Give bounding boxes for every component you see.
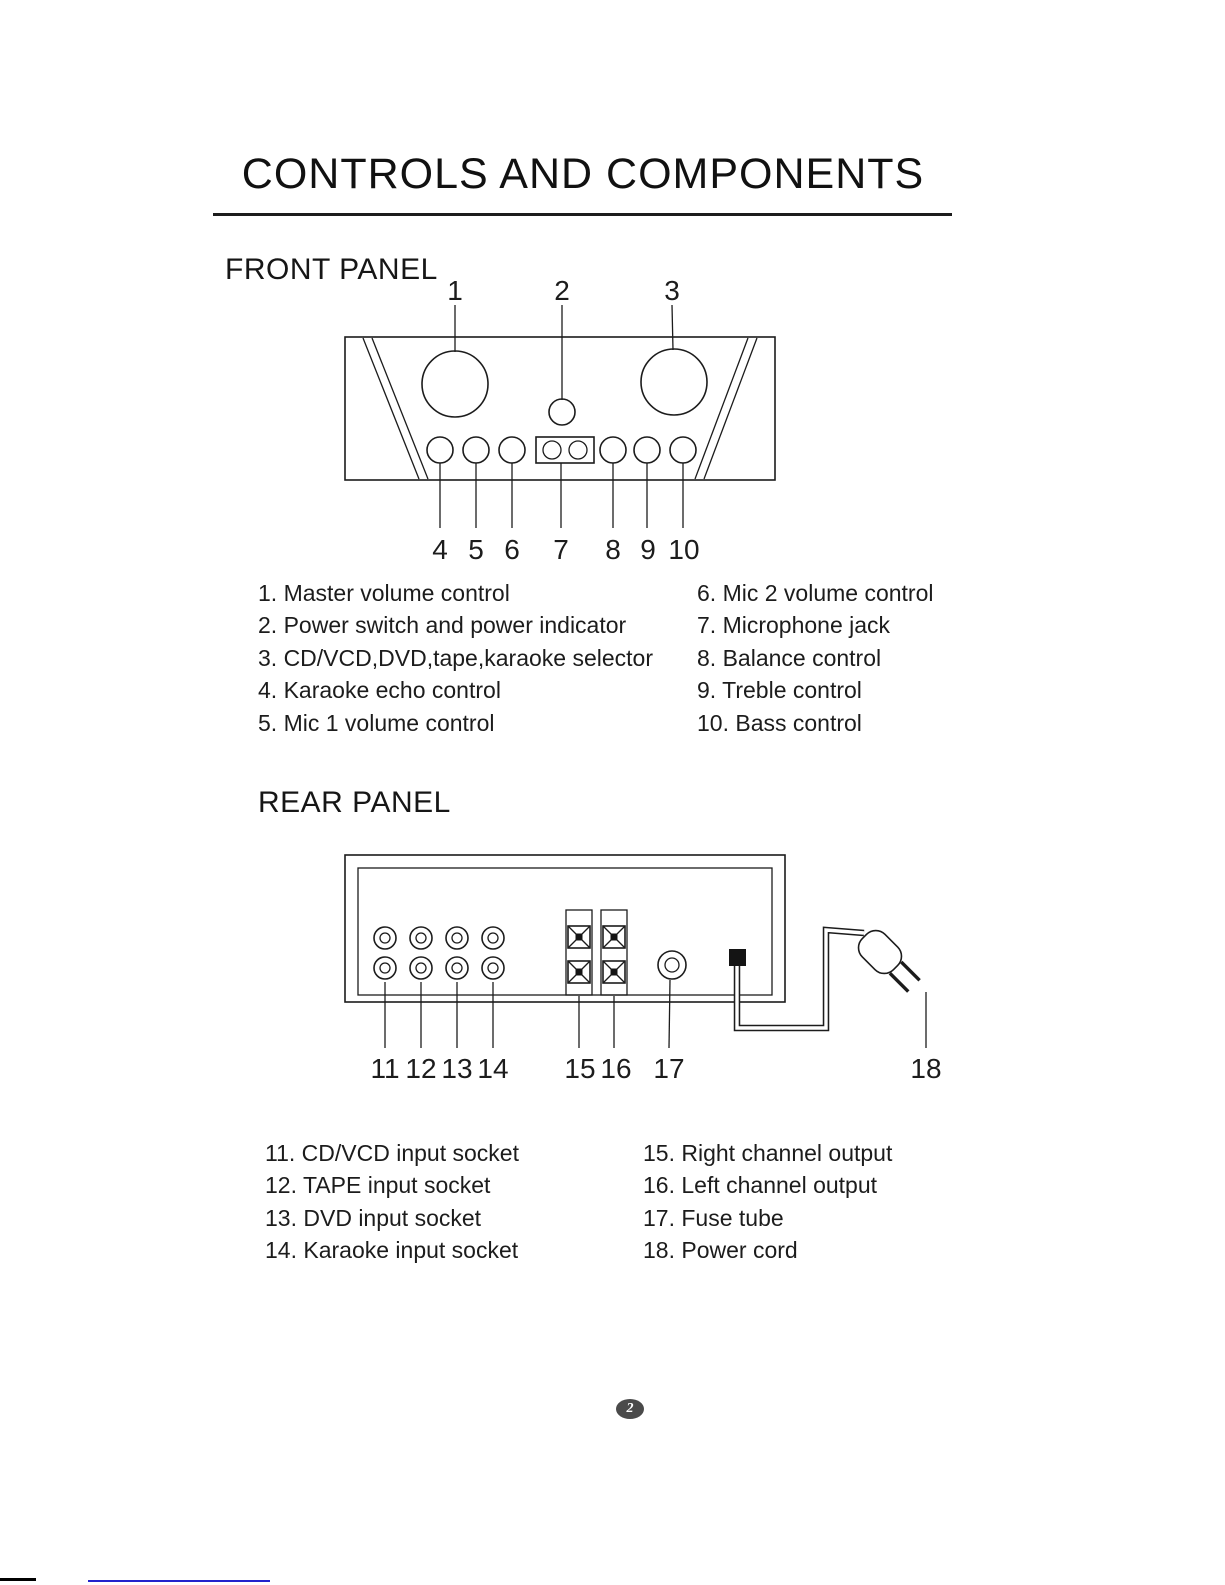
callout-1: 1 (447, 275, 463, 306)
front-panel-diagram (345, 275, 775, 565)
legend-item: 4. Karaoke echo control (258, 677, 501, 704)
legend-item: 18. Power cord (643, 1237, 798, 1264)
front-panel-heading: FRONT PANEL (225, 253, 438, 286)
legend-item: 12. TAPE input socket (265, 1172, 491, 1199)
rear-legend-left (265, 1137, 519, 1267)
callout-15: 15 (564, 1053, 596, 1084)
rear-legend-right (643, 1137, 892, 1267)
rear-chassis-outline (345, 855, 785, 1002)
callout-9: 9 (640, 534, 656, 565)
callout-6: 6 (504, 534, 520, 565)
legend-item: 10. Bass control (697, 709, 862, 736)
callout-2: 2 (554, 275, 570, 306)
legend-item: 2. Power switch and power indicator (258, 612, 627, 639)
page-number-badge (616, 1399, 644, 1419)
legend-item: 5. Mic 1 volume control (258, 709, 495, 736)
callout-18: 18 (910, 1053, 942, 1084)
footer-scan-mark (0, 1578, 36, 1581)
power-plug-icon (853, 925, 925, 997)
callout-13: 13 (441, 1053, 473, 1084)
legend-item: 14. Karaoke input socket (265, 1237, 519, 1264)
legend-item: 6. Mic 2 volume control (697, 580, 934, 606)
power-cord-entry (729, 949, 746, 966)
callout-10: 10 (668, 534, 700, 565)
legend-item: 1. Master volume control (258, 580, 510, 606)
callout-8: 8 (605, 534, 621, 565)
callout-5: 5 (468, 534, 484, 565)
page-title: CONTROLS AND COMPONENTS (241, 150, 925, 198)
rear-panel-heading: REAR PANEL (258, 786, 451, 819)
page-number: 2 (626, 1401, 634, 1416)
callout-11: 11 (370, 1053, 400, 1084)
legend-item: 3. CD/VCD,DVD,tape,karaoke selector (258, 644, 653, 671)
legend-item: 13. DVD input socket (265, 1204, 482, 1231)
legend-item: 17. Fuse tube (643, 1204, 784, 1231)
legend-item: 11. CD/VCD input socket (265, 1140, 519, 1166)
callout-14: 14 (477, 1053, 509, 1084)
callout-7: 7 (553, 534, 569, 565)
legend-item: 7. Microphone jack (697, 612, 891, 639)
callout-3: 3 (664, 275, 680, 306)
callout-4: 4 (432, 534, 448, 565)
callout-16: 16 (600, 1053, 632, 1084)
legend-item: 8. Balance control (697, 644, 882, 671)
legend-item: 15. Right channel output (643, 1140, 893, 1166)
legend-item: 16. Left channel output (643, 1172, 878, 1199)
front-legend-left (258, 577, 653, 739)
callout-12: 12 (405, 1053, 437, 1084)
legend-item: 9. Treble control (697, 677, 862, 704)
front-chassis-outline (345, 337, 775, 480)
front-legend-right (697, 577, 933, 739)
footer-link-underline-artifact (88, 1580, 270, 1582)
rear-panel-diagram (345, 855, 942, 1084)
callout-17: 17 (653, 1053, 685, 1084)
